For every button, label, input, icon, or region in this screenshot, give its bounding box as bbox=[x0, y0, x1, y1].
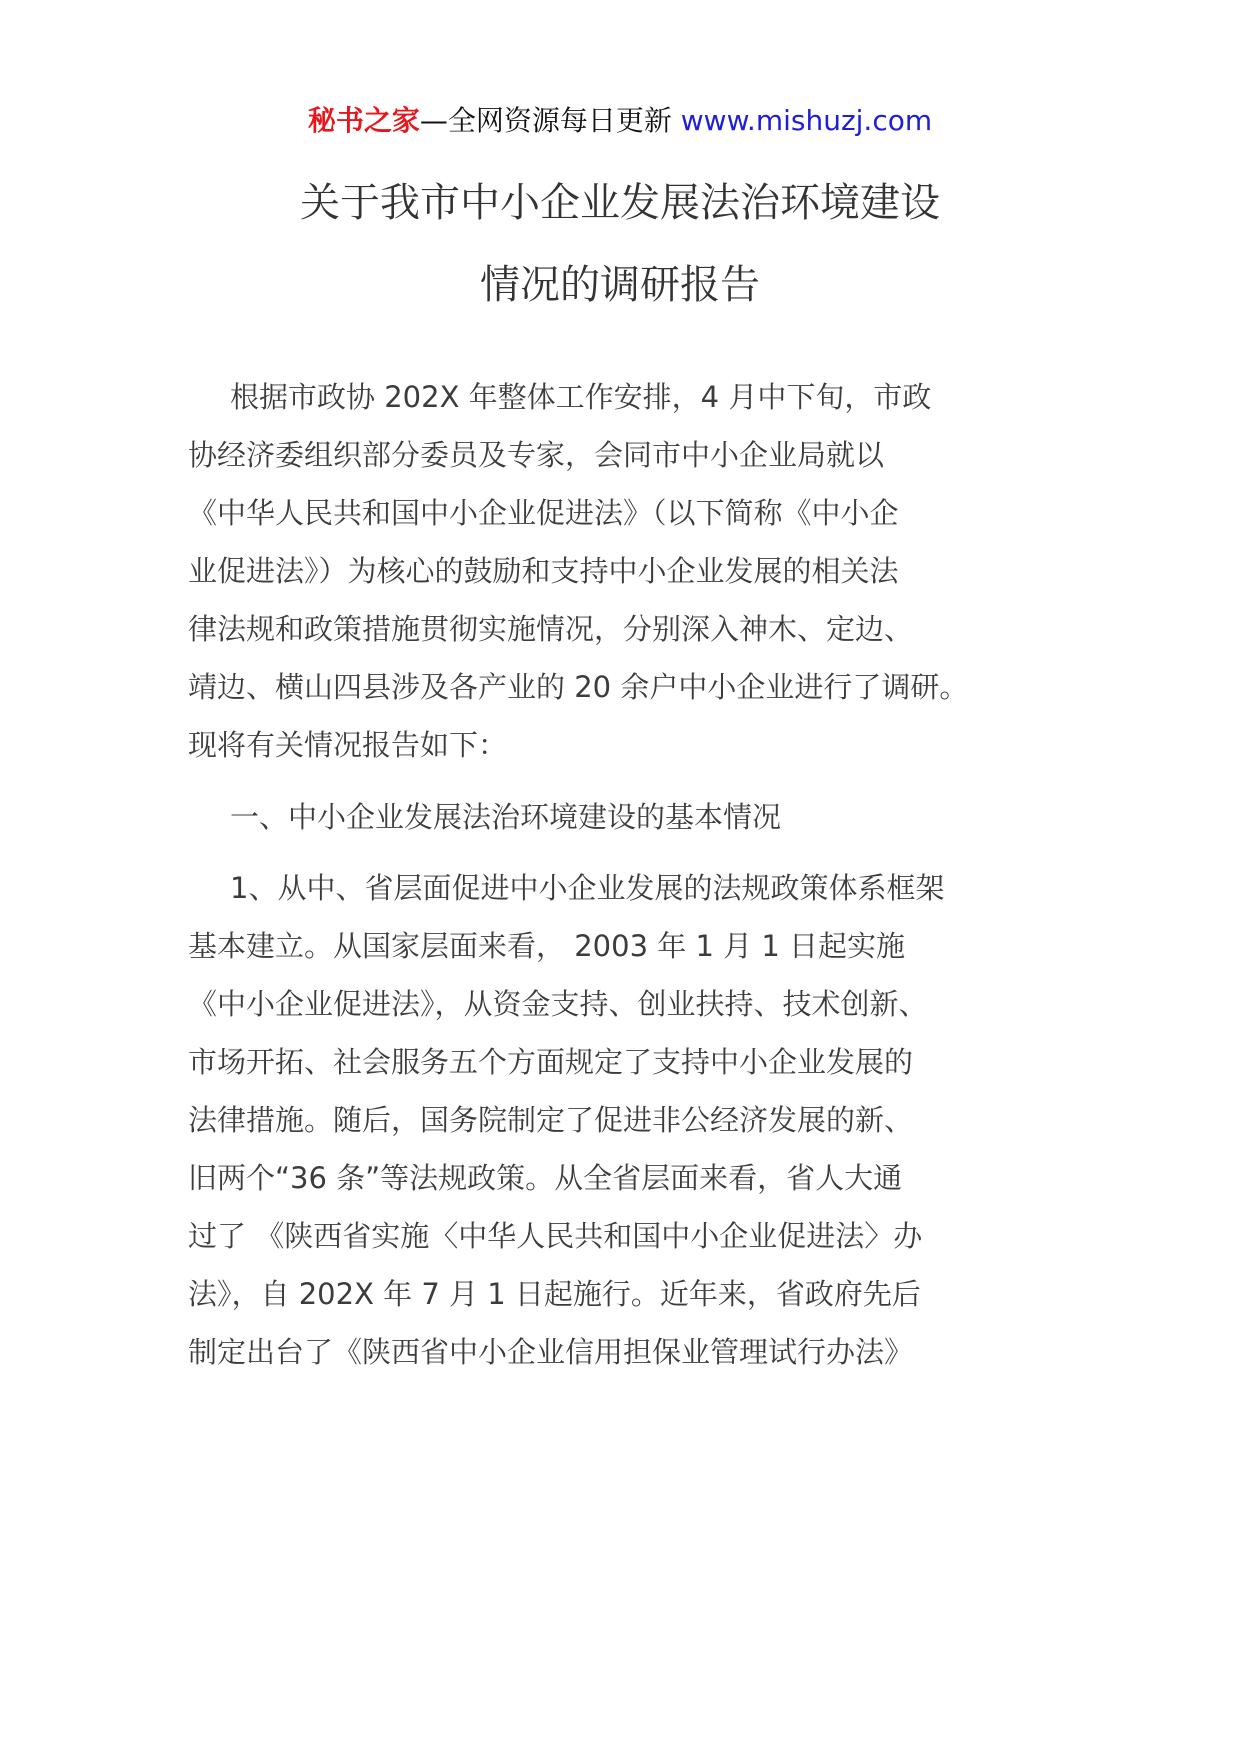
paragraph-1-line: 业促进法》）为核心的鼓励和支持中小企业发展的相关法 bbox=[188, 554, 899, 588]
paragraph-2-line: 旧两个“36 条”等法规政策。从全省层面来看，省人大通 bbox=[188, 1161, 903, 1195]
paragraph-2-line: 市场开拓、社会服务五个方面规定了支持中小企业发展的 bbox=[188, 1045, 914, 1079]
header-slogan: —全网资源每日更新 bbox=[419, 104, 681, 137]
paragraph-2-line: 《中小企业促进法》，从资金支持、创业扶持、技术创新、 bbox=[188, 987, 928, 1021]
paragraph-1-line: 《中华人民共和国中小企业促进法》（以下简称《中小企 bbox=[188, 496, 899, 530]
paragraph-2-line: 过了 《陕西省实施〈中华人民共和国中小企业促进法〉办 bbox=[188, 1219, 923, 1253]
paragraph-2-line: 法》，自 202X 年 7 月 1 日起施行。近年来，省政府先后 bbox=[188, 1277, 921, 1311]
site-url-link[interactable]: www.mishuzj.com bbox=[680, 104, 933, 137]
paragraph-1-line: 律法规和政策措施贯彻实施情况，分别深入神木、定边、 bbox=[188, 612, 914, 646]
paragraph-1-line: 协经济委组织部分委员及专家，会同市中小企业局就以 bbox=[188, 438, 885, 472]
site-header bbox=[0, 101, 1240, 141]
paragraph-1-line: 根据市政协 202X 年整体工作安排，4 月中下旬，市政 bbox=[230, 380, 932, 414]
paragraph-2-line: 1、从中、省层面促进中小企业发展的法规政策体系框架 bbox=[230, 871, 945, 905]
paragraph-1-line: 现将有关情况报告如下： bbox=[188, 728, 508, 762]
brand-name: 秘书之家 bbox=[307, 104, 420, 137]
section-heading: 一、中小企业发展法治环境建设的基本情况 bbox=[230, 800, 782, 834]
paragraph-2-line: 法律措施。随后，国务院制定了促进非公经济发展的新、 bbox=[188, 1103, 914, 1137]
document-title-line-1: 关于我市中小企业发展法治环境建设 bbox=[300, 180, 940, 226]
document-title-line-2: 情况的调研报告 bbox=[480, 262, 760, 308]
paragraph-1-line: 靖边、横山四县涉及各产业的 20 余户中小企业进行了调研。 bbox=[188, 670, 969, 704]
paragraph-2-line: 制定出台了《陕西省中小企业信用担保业管理试行办法》 bbox=[188, 1335, 914, 1369]
paragraph-2-line: 基本建立。从国家层面来看， 2003 年 1 月 1 日起实施 bbox=[188, 929, 906, 963]
